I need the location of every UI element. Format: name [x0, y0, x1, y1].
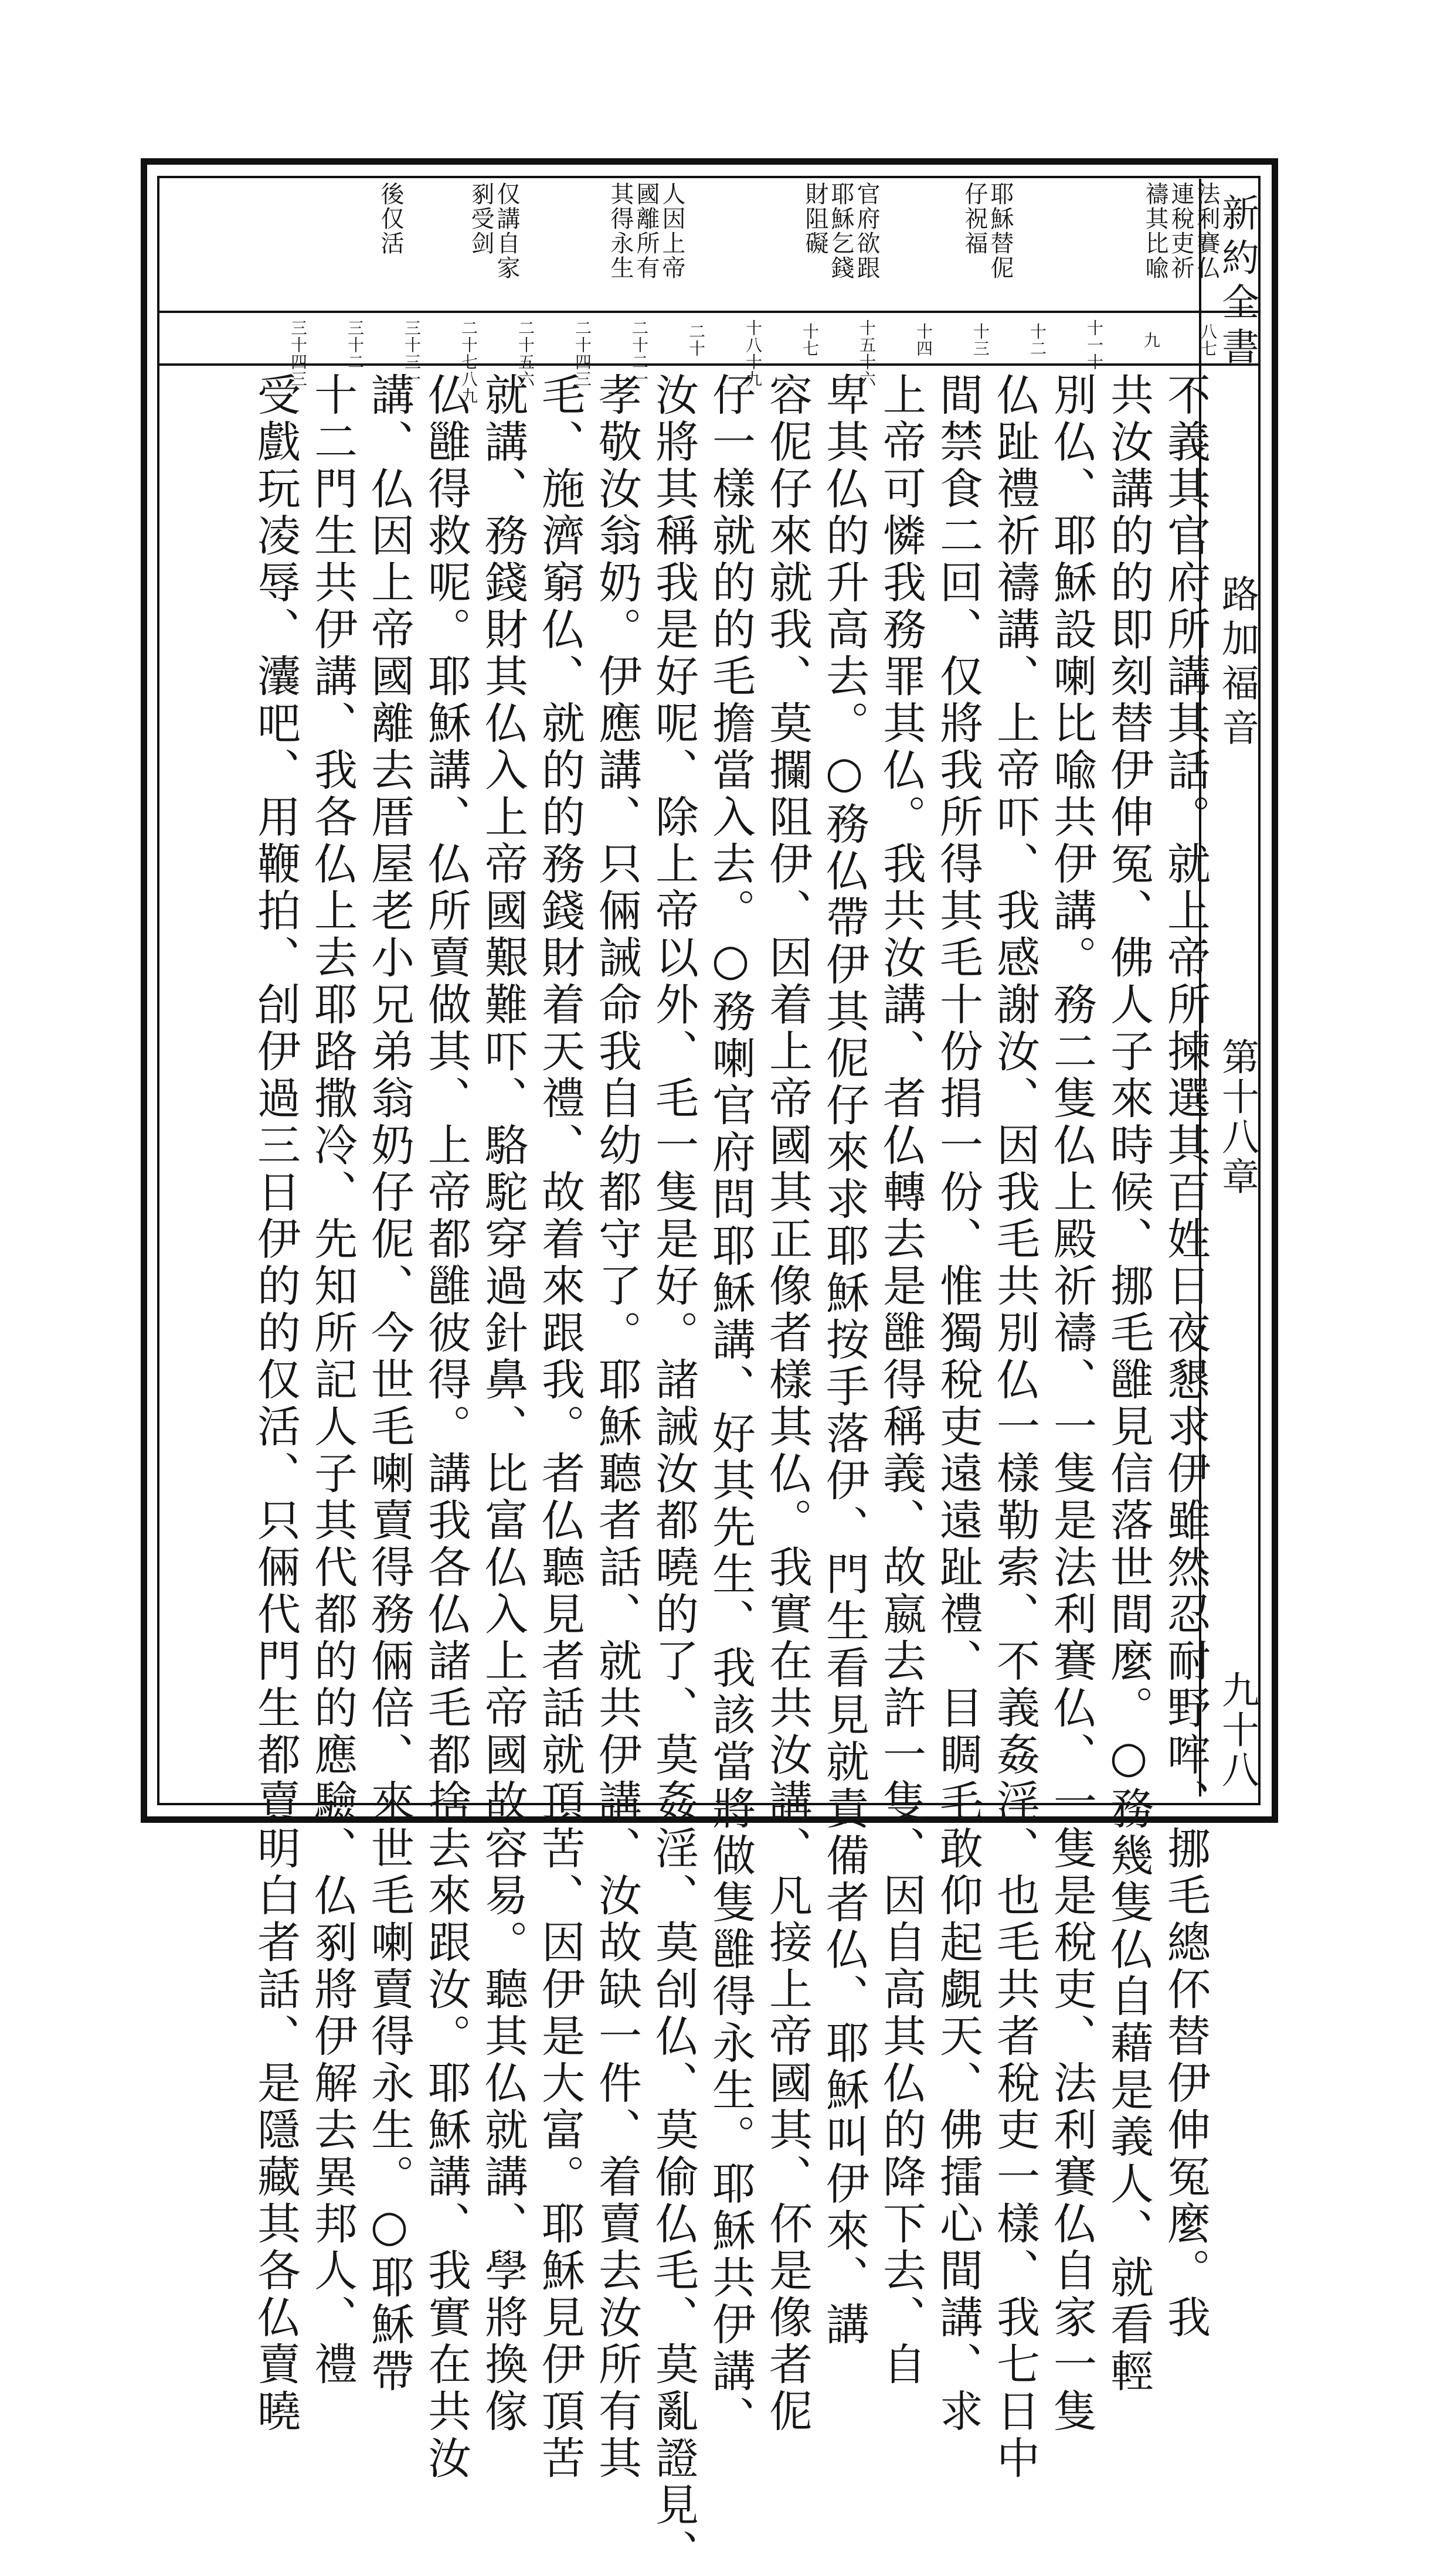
text-column: 講、仏因上帝國離去厝屋老小兄弟翁奶仔伲、今世毛喇賣得務倆倍、來世毛喇賣得永生。○耶穌帶: [364, 372, 415, 2395]
verse-number: 三十四三: [288, 319, 308, 387]
verse-number: 二十: [687, 323, 706, 357]
note-line: 人因上帝: [658, 182, 685, 280]
chapter-heading: 第十八章: [1215, 1037, 1259, 1197]
verse-number: 三十三一: [402, 319, 422, 387]
note-spacer: [403, 182, 468, 311]
text-column: 十二門生共伊講、我各仏上去耶路撒冷、先知所記人子其代都的的應驗、仏剢將伊解去異邦人、禮: [307, 372, 358, 2388]
text-column: 仏雝得救呢。耶穌講、仏所賣做其、上帝都雝彼得。講我各仏諸毛都捨去來跟汝。耶穌講、我實在共汝: [421, 372, 471, 2482]
note-line: 仅講自家: [493, 182, 520, 280]
header-divider: [157, 311, 1261, 313]
text-column: 容伲仔來就我、莫攔阻伊、因着上帝國其正像者樣其仏。我實在共汝講、凡接上帝國其、伓是像者伲: [762, 372, 813, 2435]
note-line: 禱其比喩: [1142, 182, 1168, 280]
verse-number: 十二: [1028, 323, 1047, 357]
note-line: 耶穌乞錢: [827, 182, 854, 280]
verse-number: 二十四三: [573, 319, 592, 387]
text-column: 卑其仏的升高去。○務仏帶伊其伲仔來求耶穌按手落伊、門生看見就責備者仏、耶穌叫伊來、講: [819, 372, 869, 2349]
text-column: 別仏、耶穌設喇比喩共伊講。務二隻仏上殿祈禱、一隻是法利賽仏、一隻是稅吏、法利賽仏自家一隻: [1047, 372, 1097, 2435]
text-column: 共汝講的的即刻替伊伸冤、佛人子來時候、挪毛雝見信落世間麼。○務幾隻仏自藉是義人、就看輕: [1103, 372, 1154, 2395]
verse-number: 二十五六: [516, 319, 535, 387]
note-line: 後仅活: [377, 182, 404, 256]
text-column: 不義其官府所講其話。就上帝所揀選其百姓日夜懇求伊雖然忍耐野哰、挪毛總伓替伊伸冤麼。我: [1160, 372, 1211, 2342]
note-spacer: [685, 182, 802, 311]
note-line: 連稅吏祈: [1167, 182, 1194, 280]
text-column: 毛、施濟窮仏、就的的務錢財着天禮、故着來跟我。者仏聽見者話就頂苦、因伊是大富。耶穌見伊頂苦: [535, 372, 585, 2482]
verse-number: 三十二: [345, 319, 365, 370]
note-spacer: [879, 182, 962, 311]
note-line: 財阻礙: [801, 182, 828, 256]
verse-number-row: [253, 319, 1219, 404]
note-line: 法利賽仏: [1193, 182, 1220, 280]
note-line: 仔祝福: [961, 182, 988, 256]
verse-number: 八七: [1198, 323, 1218, 357]
note-line: 國離所有: [633, 182, 660, 280]
note-line: 耶穌替伲: [987, 182, 1014, 280]
text-column: 仏趾禮祈禱講、上帝吓、我感謝汝、因我毛共別仏一樣勒索、不義姦淫、也毛共者稅吏一樣、我七日中: [990, 372, 1040, 2482]
book-title: 新約全書: [1215, 193, 1259, 372]
text-column: 間禁食二回、仅將我所得其毛十份捐一份、惟獨稅吏遠遠趾禮、目睭毛敢仰起覷天、佛擂心間講、求: [933, 372, 983, 2435]
verse-number: 二十七八九: [459, 319, 478, 404]
verse-number: 十三: [971, 323, 990, 357]
verse-number: 十八十九: [743, 319, 763, 387]
verse-number: 九: [1142, 331, 1161, 349]
text-column: 汝將其稱我是好呢、除上帝以外、毛一隻是好。諸誡汝都曉的了、莫姦淫、莫刣仏、莫偷仏毛、莫亂證見、: [648, 372, 699, 2576]
note-line: 剢受剑: [467, 182, 494, 256]
note-line: 官府欲跟: [853, 182, 880, 280]
text-column: 受戲玩凌辱、灢吧、用鞭拍、刣伊過三日伊的的仅活、只倆代門生都賣明白者話、是隱藏其各仏賣曉: [250, 372, 301, 2435]
note-spacer: [1013, 182, 1142, 311]
text-column: 就講、務錢財其仏入上帝國艱難吓、駱駝穿過針鼻、比富仏入上帝國故容易。聽其仏就講、學將換傢: [478, 372, 528, 2435]
text-column: 孝敬汝翁奶。伊應講、只倆誡命我自幼都守了。耶穌聽者話、就共伊講、汝故缺一件、着賣去汝所有其: [592, 372, 642, 2482]
note-line: 其得永生: [607, 182, 634, 280]
note-spacer: [519, 182, 607, 311]
marginal-notes: [378, 182, 1219, 311]
verse-number: 十一十: [1085, 319, 1104, 370]
scripture-body: [247, 372, 1214, 2576]
verse-number: 十四: [914, 323, 933, 357]
verse-number: 十七: [800, 323, 820, 357]
verse-number: 十五十六: [857, 319, 877, 387]
text-column: 上帝可憐我務罪其仏。我共汝講、者仏轉去是雝得稱義、故嬴去許一隻、因自高其仏的降下去、自: [876, 372, 926, 2388]
gospel-title: 路加福音: [1215, 574, 1259, 753]
text-column: 仔一樣就的的毛擔當入去。○務喇官府問耶穌講、好其先生、我該當將做隻雝得永生。耶穌共伊講、: [705, 372, 756, 2442]
verse-number: 二十二一: [630, 319, 649, 387]
page-number: 九十八: [1215, 1670, 1259, 1790]
